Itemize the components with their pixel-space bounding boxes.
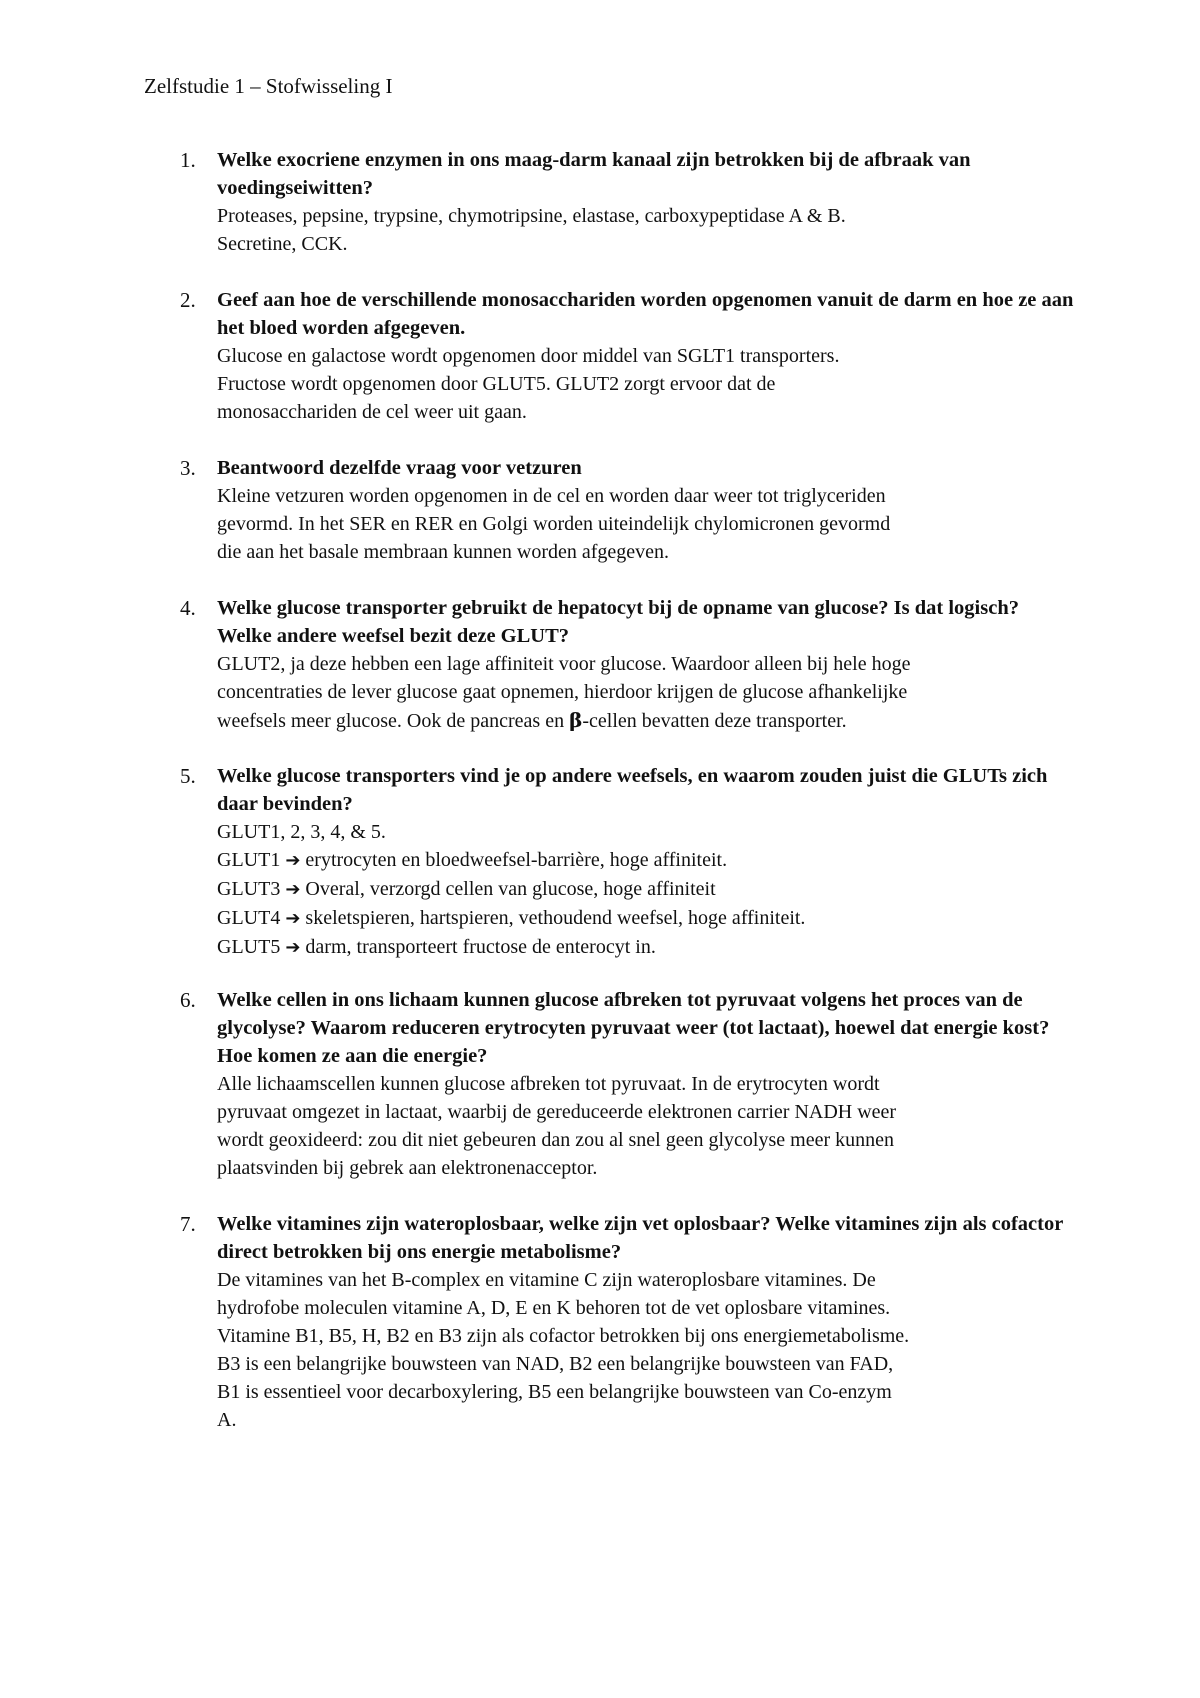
beta-symbol: β: [569, 708, 583, 732]
answer-text-segment: -cellen bevatten deze transporter.: [582, 710, 847, 732]
right-arrow-icon: ➔: [285, 879, 301, 900]
answer-intro: GLUT1, 2, 3, 4, & 5.: [217, 821, 386, 843]
glut-item: [217, 846, 1074, 875]
question-body: [217, 594, 1074, 735]
question-text: Beantwoord dezelfde vraag voor vetzuren: [217, 457, 582, 479]
glut-name: GLUT5: [217, 936, 281, 958]
answer-line: Fructose wordt opgenomen door GLUT5. GLUT2 zorgt ervoor dat de: [217, 373, 776, 395]
answer-line-with-beta: [217, 706, 1074, 735]
glut-item: [217, 875, 1074, 904]
answer-line: Secretine, CCK.: [217, 233, 348, 255]
glut-item: [217, 933, 1074, 962]
glut-name: GLUT3: [217, 878, 281, 900]
answer-text-segment: weefsels meer glucose. Ook de pancreas en: [217, 710, 570, 732]
question-1: [144, 146, 1074, 258]
question-number: 5.: [180, 764, 196, 788]
answer-line: Alle lichaamscellen kunnen glucose afbreken tot pyruvaat. In de erytrocyten wordt: [217, 1073, 880, 1095]
glut-name: GLUT4: [217, 907, 281, 929]
answer-line: concentraties de lever glucose gaat opnemen, hierdoor krijgen de glucose afhankelijke: [217, 681, 908, 703]
question-body: [217, 1210, 1074, 1434]
glut-description: skeletspieren, hartspieren, vethoudend weefsel, hoge affiniteit.: [305, 907, 806, 929]
glut-description: Overal, verzorgd cellen van glucose, hoge affiniteit: [305, 878, 716, 900]
right-arrow-icon: ➔: [285, 850, 301, 871]
glut-description: erytrocyten en bloedweefsel-barrière, hoge affiniteit.: [305, 849, 728, 871]
right-arrow-icon: ➔: [285, 908, 301, 929]
question-number: 6.: [180, 988, 196, 1012]
answer-line: GLUT2, ja deze hebben een lage affiniteit voor glucose. Waardoor alleen bij hele hoge: [217, 653, 911, 675]
question-body: [217, 986, 1074, 1182]
answer-line: pyruvaat omgezet in lactaat, waarbij de gereduceerde elektronen carrier NADH weer: [217, 1101, 897, 1123]
answer-line: die aan het basale membraan kunnen worden afgegeven.: [217, 541, 670, 563]
answer-line: plaatsvinden bij gebrek aan elektronenacceptor.: [217, 1157, 598, 1179]
question-4: [144, 594, 1074, 735]
answer-line: Proteases, pepsine, trypsine, chymotripsine, elastase, carboxypeptidase A & B.: [217, 205, 846, 227]
question-text: Welke vitamines zijn wateroplosbaar, welke zijn vet oplosbaar? Welke vitamines zijn als cofactor direct betrokken bij ons energie metabolisme?: [217, 1213, 1063, 1263]
question-number: 7.: [180, 1212, 196, 1236]
glut-item: [217, 904, 1074, 933]
question-6: [144, 986, 1074, 1182]
question-2: [144, 286, 1074, 426]
question-body: [217, 762, 1074, 962]
question-number: 2.: [180, 288, 196, 312]
answer-line: Vitamine B1, B5, H, B2 en B3 zijn als cofactor betrokken bij ons energiemetabolisme.: [217, 1325, 910, 1347]
answer-line: monosacchariden de cel weer uit gaan.: [217, 401, 527, 423]
question-body: [217, 454, 1074, 566]
right-arrow-icon: ➔: [285, 937, 301, 958]
answer-line: B3 is een belangrijke bouwsteen van NAD, B2 een belangrijke bouwsteen van FAD,: [217, 1353, 894, 1375]
answer-line: Kleine vetzuren worden opgenomen in de cel en worden daar weer tot triglyceriden: [217, 485, 886, 507]
answer-line: gevormd. In het SER en RER en Golgi worden uiteindelijk chylomicronen gevormd: [217, 513, 891, 535]
answer-line: De vitamines van het B-complex en vitamine C zijn wateroplosbare vitamines. De: [217, 1269, 876, 1291]
answer-line: hydrofobe moleculen vitamine A, D, E en K behoren tot de vet oplosbare vitamines.: [217, 1297, 891, 1319]
answer-line: Glucose en galactose wordt opgenomen door middel van SGLT1 transporters.: [217, 345, 840, 367]
question-text: Welke cellen in ons lichaam kunnen glucose afbreken tot pyruvaat volgens het proces van de glycolyse? Waarom reduceren erytrocyten pyruvaat weer (tot lactaat), hoewel dat energie kost? Hoe komen ze aan die energie?: [217, 989, 1050, 1067]
document-title: Zelfstudie 1 – Stofwisseling I: [144, 74, 393, 98]
answer-line: wordt geoxideerd: zou dit niet gebeuren dan zou al snel geen glycolyse meer kunnen: [217, 1129, 894, 1151]
question-number: 3.: [180, 456, 196, 480]
question-body: [217, 146, 1074, 258]
question-number: 4.: [180, 596, 196, 620]
question-text: Welke glucose transporter gebruikt de hepatocyt bij de opname van glucose? Is dat logisch? Welke andere weefsel bezit deze GLUT?: [217, 597, 1019, 647]
question-3: [144, 454, 1074, 566]
question-number: 1.: [180, 148, 196, 172]
question-text: Geef aan hoe de verschillende monosacchariden worden opgenomen vanuit de darm en hoe ze aan het bloed worden afgegeven.: [217, 289, 1074, 339]
question-7: [144, 1210, 1074, 1434]
glut-description: darm, transporteert fructose de enterocyt in.: [305, 936, 656, 958]
question-text: Welke glucose transporters vind je op andere weefsels, en waarom zouden juist die GLUTs zich daar bevinden?: [217, 765, 1048, 815]
question-body: [217, 286, 1074, 426]
question-5: [144, 762, 1074, 962]
question-text: Welke exocriene enzymen in ons maag-darm kanaal zijn betrokken bij de afbraak van voedingseiwitten?: [217, 149, 971, 199]
glut-name: GLUT1: [217, 849, 281, 871]
answer-line: B1 is essentieel voor decarboxylering, B5 een belangrijke bouwsteen van Co-enzym: [217, 1381, 892, 1403]
answer-line: A.: [217, 1409, 237, 1431]
